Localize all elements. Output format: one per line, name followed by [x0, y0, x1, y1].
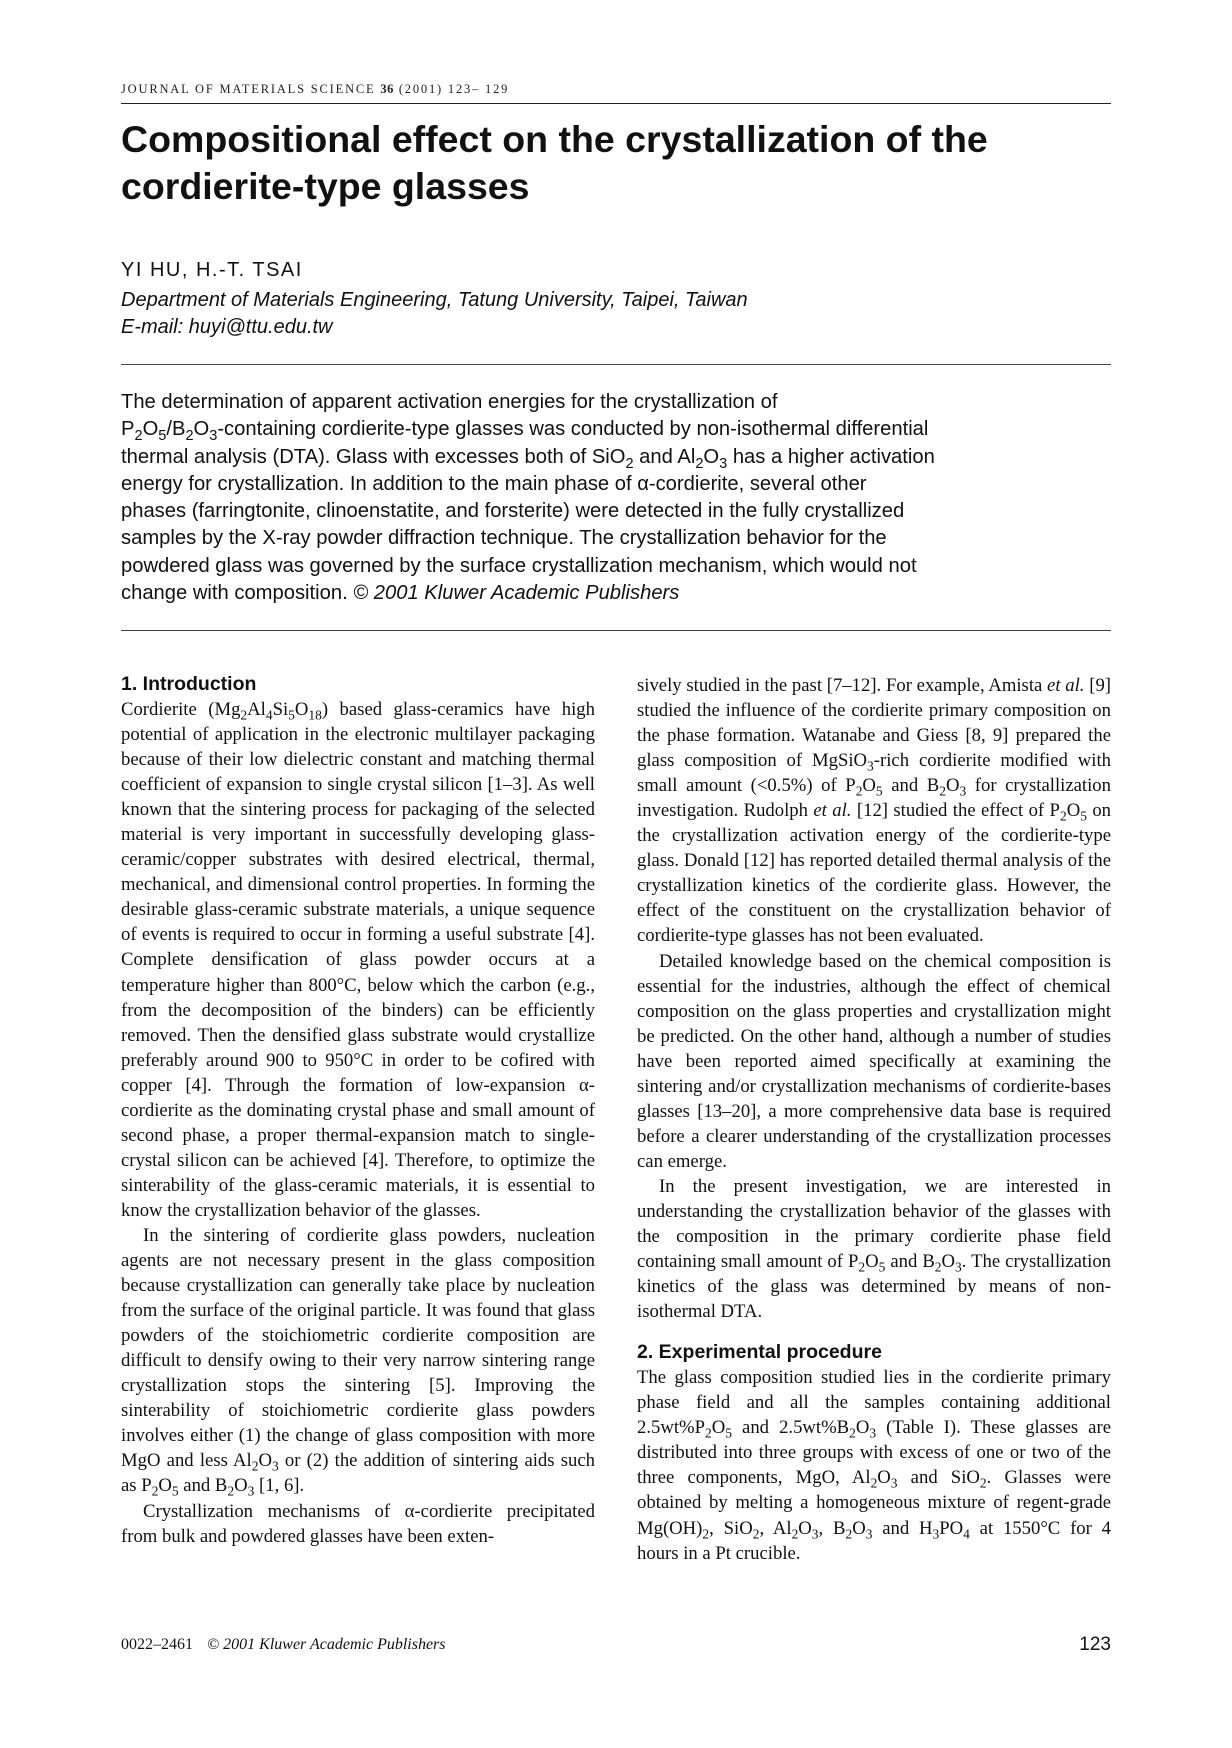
affiliation: Department of Materials Engineering, Tatung University, Taipei, Taiwan [121, 289, 748, 311]
section-heading-introduction: 1. Introduction [121, 673, 257, 695]
paragraph: Detailed knowledge based on the chemical composition is essential for the industries, although the effect of chemical composition on the glass properties and crystallization might be predicted. On the other hand, although a number of studies have been reported aimed specifically at examining the sintering and/or crystallization mechanisms of cordierite-bases glasses [13–20], a more comprehensive data base is required before a clearer understanding of the crystallization processes can emerge. [637, 950, 1111, 1172]
paragraph: In the present investigation, we are interested in understanding the crystallization behavior of the glasses with the composition in the primary cordierite phase field containing small amount of $P_2O_5$ and $B_2O_3$. The crystallization kinetics of the glass was determined by means of non-isothermal DTA. [637, 1175, 1112, 1323]
email: E-mail: huyi@ttu.edu.tw [121, 316, 333, 338]
paragraph: In the sintering of cordierite glass powders, nucleation agents are not necessary present in the glass composition because crystallization can generally take place by nucleation from the surface of the original particle. It was found that glass powders of the stoichiometric cordierite composition are difficult to densify owing to their very narrow sintering range crystallization stops the sintering [5]. Improving the sinterability of stoichiometric cordierite glass powders involves either (1) the change of glass composition with more MgO and less $Al_2O_3$ or (2) the addition of sintering aids such as $P_2O_5$ and $B_2O_3$ [1, 6]. [121, 1224, 595, 1500]
volume-number: 36 [380, 82, 394, 96]
paper-title: Compositional effect on the crystallization of the cordierite-type glasses [121, 118, 988, 207]
page-number: 123 [1079, 1634, 1111, 1655]
paragraph: sively studied in the past [7–12]. For example, Amista et al. [9] studied the influence of the cordierite primary composition on the phase formation. Watanabe and Giess [8, 9] prepared the glass composition of MgSiO$_3$-rich cordierite modified with small amount (<0.5%) of $P_2O_5$ and $B_2O_3$ for crystallization investigation. Rudolph et al. [12] studied the effect of $P_2O_5$ on the crystallization activation energy of the cordierite-type glass. Donald [12] has reported detailed thermal analysis of the crystallization kinetics of the cordierite glass. However, the effect of the constituent on the crystallization behavior of cordierite-type glasses has not been evaluated. [637, 675, 1112, 947]
footer-publisher: © 2001 Kluwer Academic Publishers [207, 1636, 446, 1653]
abstract: The determination of apparent activation energies for the crystallization of $P_2O_5/B_2O_3$-containing cordierite-type glasses was conducted by non-isothermal differential thermal analysis (DTA). Glass with excesses both of SiO$_2$ and $Al_2O_3$ has a higher activation energy for crystallization. In addition to the main phase of α-cordierite, several other phases (farringtonite, clinoenstatite, and forsterite) were detected in the fully crystallized samples by the X-ray powder diffraction technique. The crystallization behavior for the powdered glass was governed by the surface crystallization mechanism, which would not change with composition. © 2001 Kluwer Academic Publishers [121, 391, 935, 605]
abstract-top-rule [121, 364, 1111, 365]
author-list: YI HU, H.-T. TSAI [121, 259, 303, 281]
abstract-bottom-rule [121, 630, 1111, 631]
paper-page [121, 0, 1111, 1748]
running-head: JOURNAL OF MATERIALS SCIENCE 36 (2001) 123– 129 [121, 82, 510, 96]
abstract-copyright: © 2001 Kluwer Academic Publishers [353, 582, 680, 605]
affiliation-block [121, 287, 748, 341]
paragraph: Cordierite $(Mg_2Al_4Si_5O_{18})$ based glass-ceramics have high potential of application in the electronic multilayer packaging because of their low dielectric constant and matching thermal coefficient of expansion to single crystal silicon [1–3]. As well known that the sintering process for packaging of the selected material is very important in successfully developing glass-ceramic/copper substrates with desired electrical, thermal, mechanical, and dimensional control properties. In forming the desirable glass-ceramic substrate materials, a unique sequence of events is required to occur in forming a useful substrate [4]. Complete densification of glass powder occurs at a temperature higher than 800°C, below which the carbon (e.g., from the decomposition of the binders) can be efficiently removed. Then the densified glass substrate would crystallize preferably around 900 to 950°C in order to be cofired with copper [4]. Through the formation of low-expansion α-cordierite as the dominating crystal phase and small amount of second phase, a proper thermal-expansion match to single-crystal silicon can be achieved [4]. Therefore, to optimize the sinterability of the glass-ceramic materials, it is essential to know the crystallization behavior of the glasses. [121, 699, 595, 1221]
left-column [121, 672, 595, 1549]
section-heading-experimental: 2. Experimental procedure [637, 1341, 882, 1364]
right-column [637, 673, 1111, 1566]
footer-issn: 0022–2461 © 2001 Kluwer Academic Publishers [121, 1636, 446, 1653]
header-rule [121, 103, 1111, 104]
paragraph: The glass composition studied lies in the cordierite primary phase field and all the samples containing additional $2.5wt\%P_2O_5$ and $2.5wt\%B_2O_3$ (Table I). These glasses are distributed into three groups with excess of one or two of the three components, MgO, $Al_2O_3$ and SiO$_2$. Glasses were obtained by melting a homogeneous mixture of regent-grade $Mg(OH)_2$, SiO$_2$, $Al_2O_3$, $B_2O_3$ and $H_3PO_4$ at 1550°C for 4 hours in a Pt crucible. [637, 1367, 1111, 1564]
paragraph: Crystallization mechanisms of α-cordierite precipitated from bulk and powdered glasses have been exten- [121, 1500, 595, 1547]
